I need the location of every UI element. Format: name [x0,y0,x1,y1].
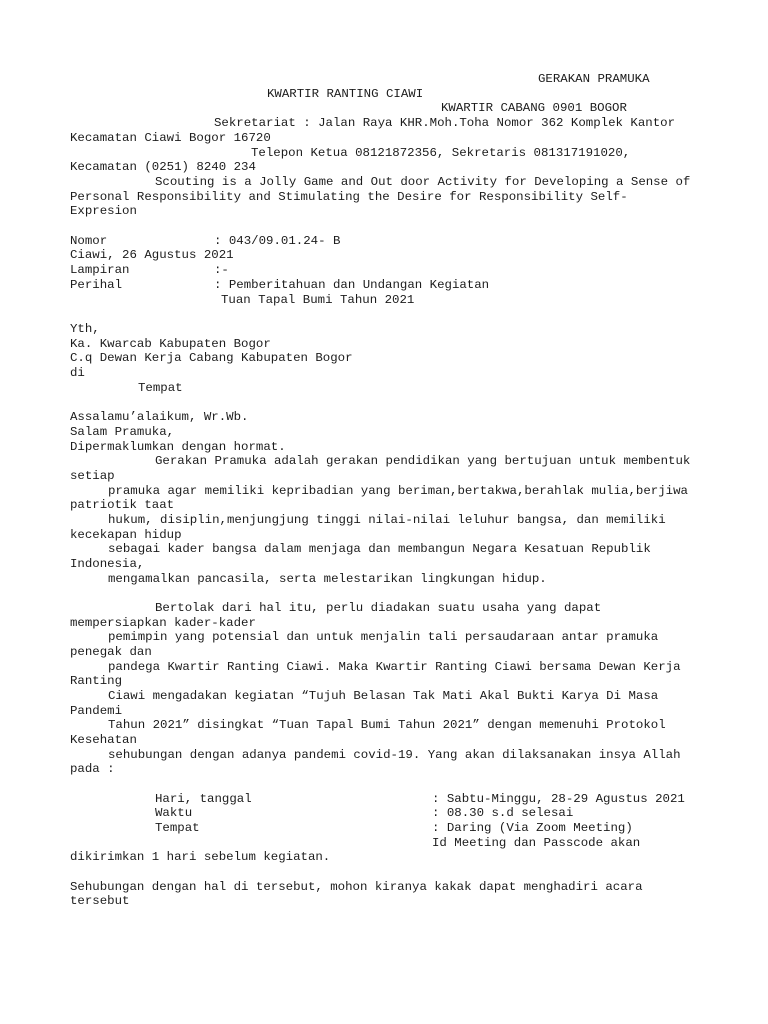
phone-line-2: Kecamatan (0251) 8240 234 [70,160,256,174]
recipient-line-4: di [70,366,85,380]
recipient-line-1: Yth, [70,322,100,336]
address-line-2: Kecamatan Ciawi Bogor 16720 [70,131,271,145]
cabang-name: KWARTIR CABANG 0901 BOGOR [441,101,627,115]
paragraph-2-line: pandega Kwartir Ranting Ciawi. Maka Kwartir Ranting Ciawi bersama Dewan Kerja [108,660,681,674]
recipient-line-3: C.q Dewan Kerja Cabang Kabupaten Bogor [70,351,353,365]
schedule-hari-value: : Sabtu-Minggu, 28-29 Agustus 2021 [432,792,685,806]
schedule-note-2: dikirimkan 1 hari sebelum kegiatan. [70,850,331,864]
paragraph-2-line: pada : [70,762,115,776]
recipient-line-2: Ka. Kwarcab Kabupaten Bogor [70,337,271,351]
paragraph-2-line: Ranting [70,674,123,688]
perihal-value-1: : Pemberitahuan dan Undangan Kegiatan [214,278,490,292]
lampiran-value: :- [214,263,229,277]
perihal-label: Perihal [70,278,123,292]
paragraph-2-line: mempersiapkan kader-kader [70,616,256,630]
motto-line-3: Expresion [70,204,137,218]
greeting-line-3: Dipermaklumkan dengan hormat. [70,440,286,454]
lampiran-label: Lampiran [70,263,130,277]
closing-line-1: Sehubungan dengan hal di tersebut, mohon kiranya kakak dapat menghadiri acara [70,880,643,894]
schedule-waktu-value: : 08.30 s.d selesai [432,806,574,820]
schedule-tempat-label: Tempat [155,821,200,835]
paragraph-1-line: hukum, disiplin,menjungjung tinggi nilai-nilai leluhur bangsa, dan memiliki [108,513,666,527]
recipient-line-5: Tempat [138,381,183,395]
schedule-hari-label: Hari, tanggal [155,792,252,806]
paragraph-2-line: sehubungan dengan adanya pandemi covid-19. Yang akan dilaksanakan insya Allah [108,748,681,762]
schedule-waktu-label: Waktu [155,806,193,820]
motto-line-2: Personal Responsibility and Stimulating the Desire for Responsibility Self- [70,190,628,204]
paragraph-1-line: pramuka agar memiliki kepribadian yang beriman,bertakwa,berahlak mulia,berjiwa [108,484,688,498]
paragraph-1-line: sebagai kader bangsa dalam menjaga dan membangun Negara Kesatuan Republik [108,542,651,556]
paragraph-2-line: penegak dan [70,645,152,659]
greeting-line-2: Salam Pramuka, [70,425,175,439]
paragraph-2-line: Bertolak dari hal itu, perlu diadakan suatu usaha yang dapat [155,601,602,615]
paragraph-2-line: Kesehatan [70,733,137,747]
schedule-note-1: Id Meeting dan Passcode akan [432,836,641,850]
schedule-tempat-value: : Daring (Via Zoom Meeting) [432,821,633,835]
place-date: Ciawi, 26 Agustus 2021 [70,248,234,262]
ranting-name: KWARTIR RANTING CIAWI [267,87,424,101]
address-line-1: Sekretariat : Jalan Raya KHR.Moh.Toha Nomor 362 Komplek Kantor [214,116,676,130]
paragraph-2-line: Pandemi [70,704,123,718]
nomor-label: Nomor [70,234,108,248]
paragraph-1-line: setiap [70,469,115,483]
paragraph-1-line: Gerakan Pramuka adalah gerakan pendidikan yang bertujuan untuk membentuk [155,454,691,468]
paragraph-2-line: Ciawi mengadakan kegiatan “Tujuh Belasan Tak Mati Akal Bukti Karya Di Masa [108,689,659,703]
paragraph-1-line: mengamalkan pancasila, serta melestarikan lingkungan hidup. [108,572,547,586]
greeting-line-1: Assalamu’alaikum, Wr.Wb. [70,410,249,424]
paragraph-1-line: kecekapan hidup [70,528,182,542]
paragraph-2-line: pemimpin yang potensial dan untuk menjalin tali persaudaraan antar pramuka [108,630,659,644]
motto-line-1: Scouting is a Jolly Game and Out door Activity for Developing a Sense of [155,175,691,189]
nomor-value: : 043/09.01.24- B [214,234,341,248]
paragraph-2-line: Tahun 2021” disingkat “Tuan Tapal Bumi Tahun 2021” dengan memenuhi Protokol [108,718,666,732]
perihal-value-2: Tuan Tapal Bumi Tahun 2021 [221,293,415,307]
paragraph-1-line: Indonesia, [70,557,145,571]
paragraph-1-line: patriotik taat [70,498,175,512]
closing-line-2: tersebut [70,894,130,908]
org-name: GERAKAN PRAMUKA [538,72,650,86]
phone-line-1: Telepon Ketua 08121872356, Sekretaris 081317191020, [251,146,631,160]
